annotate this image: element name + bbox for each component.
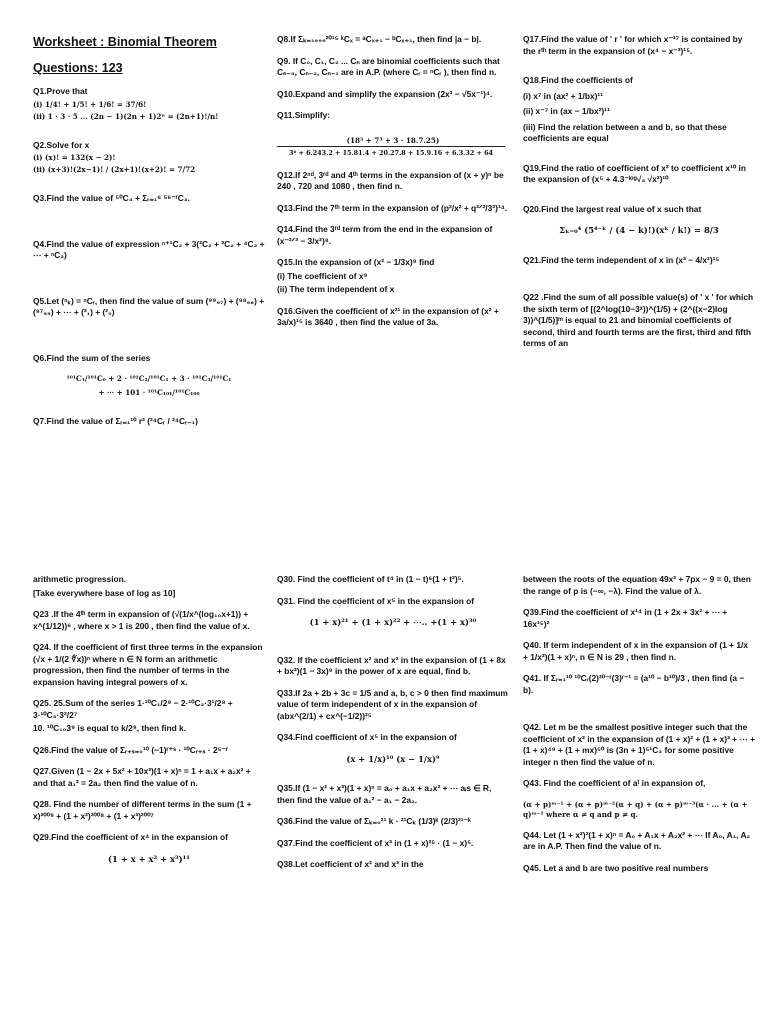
- page-title: Worksheet : Binomial Theorem: [33, 35, 217, 49]
- question-q20: Q20.Find the largest real value of x such that: [523, 203, 702, 214]
- question-q34-expression: (x + 1/x)¹⁰ (x − 1/x)⁹: [346, 753, 440, 764]
- column-2-top: [277, 34, 509, 514]
- question-q22: Q22 .Find the sum of all possible value(s) of ' x ' for which the sixth term of [(2^log(10−3ˣ))^(1/5) + (2^((x−2)log 3))^(1/5)]ᵐ is equal to 21 and binomial coefficients of second, third and fourth terms are the first, third and fifth terms of an: [523, 292, 754, 348]
- column-1-bottom: [33, 574, 265, 1024]
- question-q39: Q39.Find the coefficient of x¹⁴ in (1 + 2x + 3x² + ⋯ + 16x¹⁵)²: [523, 607, 728, 629]
- question-q3: Q3.Find the value of ⁵⁰C₄ + Σᵣ₌₁⁶ ⁵⁶⁻ʳC₃.: [33, 193, 191, 203]
- question-q15-part-i: (i) The coefficient of x⁹: [277, 270, 368, 281]
- question-q18: Q18.Find the coefficients of: [523, 75, 633, 85]
- question-q28: Q28. Find the number of different terms in the sum (1 + x)²⁰⁰⁹ + (1 + x²)²⁰⁰⁸ + (1 + x³)²⁰⁰⁷: [33, 799, 252, 821]
- question-q33: Q33.If 2a + 2b + 3c = 1/5 and a, b, c > 0 then find maximum value of term independent of x in the expansion of (abx^(2/1) + cx^(−1/2))²⁵: [277, 687, 508, 721]
- question-q22-continued: arithmetic progression.: [33, 574, 127, 584]
- question-q30: Q30. Find the coefficient of t⁴ in (1 − t)⁶(1 + t²)⁵.: [277, 574, 464, 584]
- question-q40: Q40. If term independent of x in the expansion of (1 + 1/x + 1/x²)(1 + x)ⁿ, n ∈ N is 29 , then find n.: [523, 640, 749, 662]
- question-q11-denominator: 3⁶ + 6.243.2 + 15.81.4 + 20.27.8 + 15.9.16 + 6.3.32 + 64: [277, 146, 505, 160]
- question-q43: Q43. Find the coefficient of aᵗ in expansion of,: [523, 778, 706, 788]
- question-q43-expression: (α + p)ᵐ⁻¹ + (α + p)ᵐ⁻²(α + q) + (α + p)ᵐ⁻³(α · ... + (α + q)ᵐ⁻¹ where α ≠ q and p ≠ q.: [523, 799, 748, 819]
- question-q29: Q29.Find the coefficient of x⁴ in the expansion of: [33, 832, 228, 842]
- question-q29-expression: (1 + x + x² + x³)¹¹: [108, 853, 190, 864]
- question-q26: Q26.Find the value of Σᵣ₊ₛ₌₀¹⁰ (−1)ʳ⁺ˢ · ¹⁰Cᵣ₊ₛ · 2⁵⁻ʳ: [33, 744, 229, 755]
- column-1-top: [33, 34, 265, 514]
- question-q1: Q1.Prove that: [33, 86, 88, 96]
- question-q6: Q6.Find the sum of the series: [33, 352, 151, 363]
- question-q44: Q44. Let (1 + x²)²(1 + x)ⁿ = A₀ + A₁x + A₂x² + ⋯ If A₀, A₁, A₂ are in A.P. Then find the value of n.: [523, 829, 751, 851]
- question-q14: Q14.Find the 3ʳᵈ term from the end in the expansion of (x⁻²ᐟ³ − 3/x²)⁸.: [277, 224, 493, 246]
- question-q20-equation: Σₖ₌₀⁴ (5⁴⁻ᵏ / (4 − k)!)(xᵏ / k!) = 8/3: [559, 225, 719, 235]
- question-q13: Q13.Find the 7ᵗʰ term in the expansion of (p²/x² + q³ᐟ²/3³)¹⁴.: [277, 202, 508, 213]
- question-q38-continued: between the roots of the equation 49x² + 7px − 9 = 0, then the range of p is (−∞, −λ). Find the value of λ.: [523, 574, 751, 596]
- question-q34: Q34.Find coefficient of x⁵ in the expansion of: [277, 732, 457, 742]
- question-q9: Q9. If C₀, C₁, C₂ ... Cₙ are binomial coefficients such that Cₙ₋₃, Cₙ₋₂, Cₙ₋₁ are in A.P. (where Cᵣ = ⁿCᵣ ), then find n.: [277, 55, 500, 77]
- question-q21: Q21.Find the term independent of x in (x³ − 4/x²)¹⁵: [523, 254, 720, 265]
- question-q38: Q38.Let coefficient of x² and x³ in the: [277, 859, 424, 869]
- question-q25-continued: 10. ¹⁰C₁₀3⁹ is equal to k/2⁹, then find k.: [33, 723, 187, 733]
- question-q31: Q31. Find the coefficient of x⁵ in the expansion of: [277, 595, 475, 606]
- question-q25: Q25. 25.Sum of the series 1·¹⁰C₁/2⁹ − 2·¹⁰C₂·3¹/2⁸ + 3·¹⁰C₃·3²/2⁷: [33, 698, 233, 720]
- question-q35: Q35.If (1 − x² + x³)(1 + x)ⁿ = a₀ + a₁x + a₂x² + ⋯ aᵢs ∈ R, then find the value of a₁² − a₁ − 2a₂.: [277, 783, 492, 805]
- question-q18-part-ii: (ii) x⁻⁷ in (ax − 1/bx²)¹¹: [523, 106, 610, 116]
- column-2-bottom: [277, 574, 509, 1024]
- question-q1-part-i: (i) 1/4! + 1/5! + 1/6! = 37/6!: [33, 99, 147, 109]
- question-q15: Q15.In the expansion of (x² − 1/3x)⁹ find: [277, 257, 435, 267]
- question-q7: Q7.Find the value of Σᵣ₌₁¹⁰ r² (²⁴Cᵣ / ²⁴Cᵣ₋₁): [33, 416, 198, 426]
- question-q19: Q19.Find the ratio of coefficient of x² to coefficient x¹⁰ in the expansion of (x⁵ + 4.3⁻ˡᵒᵍ√₃ √x²)¹⁰: [523, 162, 746, 184]
- question-q6-series-end: + ⋯ + 101 · ¹⁰¹C₁₀₁/¹⁰¹C₁₀₀: [98, 388, 200, 397]
- question-q32: Q32. If the coefficient x² and x³ in the expansion of (1 + 8x + bx²)(1 − 3x)⁹ in the power of x are equal, find b.: [277, 654, 506, 676]
- question-q4: Q4.Find the value of expression ⁿ⁺¹C₂ + 3(²C₂ + ³C₂ + ⁴C₂ + ⋯ + ⁿC₂): [33, 238, 265, 260]
- question-q41: Q41. If Σᵣ₌₁¹⁰ ¹⁰Cᵣ(2)²⁰⁻ʳ(3)ʳ⁻¹ = (a¹⁰ − b¹⁰)/3 , then find (a − b).: [523, 673, 745, 695]
- question-q2-part-ii: (ii) (x+3)!(2x−1)! / (2x+1)!(x+2)! = 7/72: [33, 165, 196, 174]
- question-q18-part-iii: (iii) Find the relation between a and b, so that these coefficients are equal: [523, 121, 727, 143]
- question-q2: Q2.Solve for x: [33, 139, 90, 150]
- question-q23: Q23 .If the 4ᵗʰ term in expansion of (√(1/x^(log₁₀x+1)) + x^(1/12))⁶ , where x > 1 is 200 , then find the value of x.: [33, 609, 250, 631]
- question-q37: Q37.Find the coefficient of x³ in (1 + x)²⁵ · (1 − x)⁵.: [277, 837, 474, 848]
- question-q6-series: ¹⁰¹C₁/¹⁰¹C₀ + 2 · ¹⁰¹C₂/¹⁰¹C₁ + 3 · ¹⁰¹C₃/¹⁰¹C₁: [66, 374, 232, 383]
- question-q1-part-ii: (ii) 1 · 3 · 5 ... (2n − 1)(2n + 1)2ⁿ = (2n+1)!/n!: [33, 111, 219, 121]
- question-q2-part-i: (i) (x)! = 132(x − 2)!: [33, 153, 116, 162]
- question-q5: Q5.Let (ⁿₖ) = ⁿCᵣ, then find the value of sum (⁹⁹₉₇) + (⁹⁸₉₆) + (⁹⁷₉₅) + ⋯ + (³₁) + (²₀): [33, 295, 265, 317]
- question-q12: Q12.If 2ⁿᵈ, 3ʳᵈ and 4ᵗʰ terms in the expansion of (x + y)ⁿ be 240 , 720 and 1080 , then find n.: [277, 169, 504, 191]
- question-q11: Q11.Simplify:: [277, 110, 331, 120]
- column-3-top: [523, 34, 755, 514]
- question-q42: Q42. Let m be the smallest positive integer such that the coefficient of x² in the expansion of (1 + x)² + (1 + x)³ + ⋯ + (1 + x)⁴⁹ + (1 + mx)⁵⁰ is (3n + 1)⁵¹C₃ for some positive integer n then find the value of n.: [523, 722, 755, 767]
- question-q17: Q17.Find the value of ' r ' for which x⁻¹⁷ is contained by the rᵗʰ term in the expansion of (x⁴ − x⁻³)¹⁵.: [523, 34, 743, 56]
- question-q45: Q45. Let a and b are two positive real numbers: [523, 862, 709, 873]
- question-q36: Q36.Find the value of Σₖ₌₀²¹ k · ²¹Cₖ (1/3)ᵏ (2/3)²¹⁻ᵏ: [277, 816, 471, 826]
- question-q22-note: [Take everywhere base of log as 10]: [33, 587, 176, 598]
- question-q27: Q27.Given (1 − 2x + 5x² + 10x³)(1 + x)ⁿ = 1 + a₁x + a₂x² + and that a₁² = 2a₂ then find the value of n.: [33, 766, 251, 788]
- question-q10: Q10.Expand and simplify the expansion (2x³ − √5x⁻¹)⁴.: [277, 88, 493, 99]
- question-q8: Q8.If Σₖ₌₁₉₉₉²⁰¹⁵ ᵏCₓ = ᵃCₓ₊₁ − ᵇCₓ₊₁, then find |a − b|.: [277, 34, 482, 44]
- question-q16: Q16.Given the coefficient of x²¹ in the expansion of (x² + 3a/x)¹⁵ is 3640 , then find the value of 3a.: [277, 305, 499, 327]
- question-count: Questions: 123: [33, 61, 123, 75]
- question-q11-numerator: (18³ + 7³ + 3 · 18.7.25): [346, 135, 440, 145]
- question-q31-expression: (1 + x)²¹ + (1 + x)²² + ⋯.. +(1 + x)³⁰: [309, 617, 477, 627]
- question-q15-part-ii: (ii) The term independent of x: [277, 284, 395, 294]
- question-q24: Q24. If the coefficient of first three terms in the expansion (√x + 1/(2 ∜x))ⁿ where n ∈ N form an arithmetic progression, then find the number of terms in the expansion having integral powers of x.: [33, 642, 263, 687]
- question-q18-part-i: (i) x⁷ in (ax² + 1/bx)¹¹: [523, 90, 604, 101]
- column-3-bottom: [523, 574, 755, 1024]
